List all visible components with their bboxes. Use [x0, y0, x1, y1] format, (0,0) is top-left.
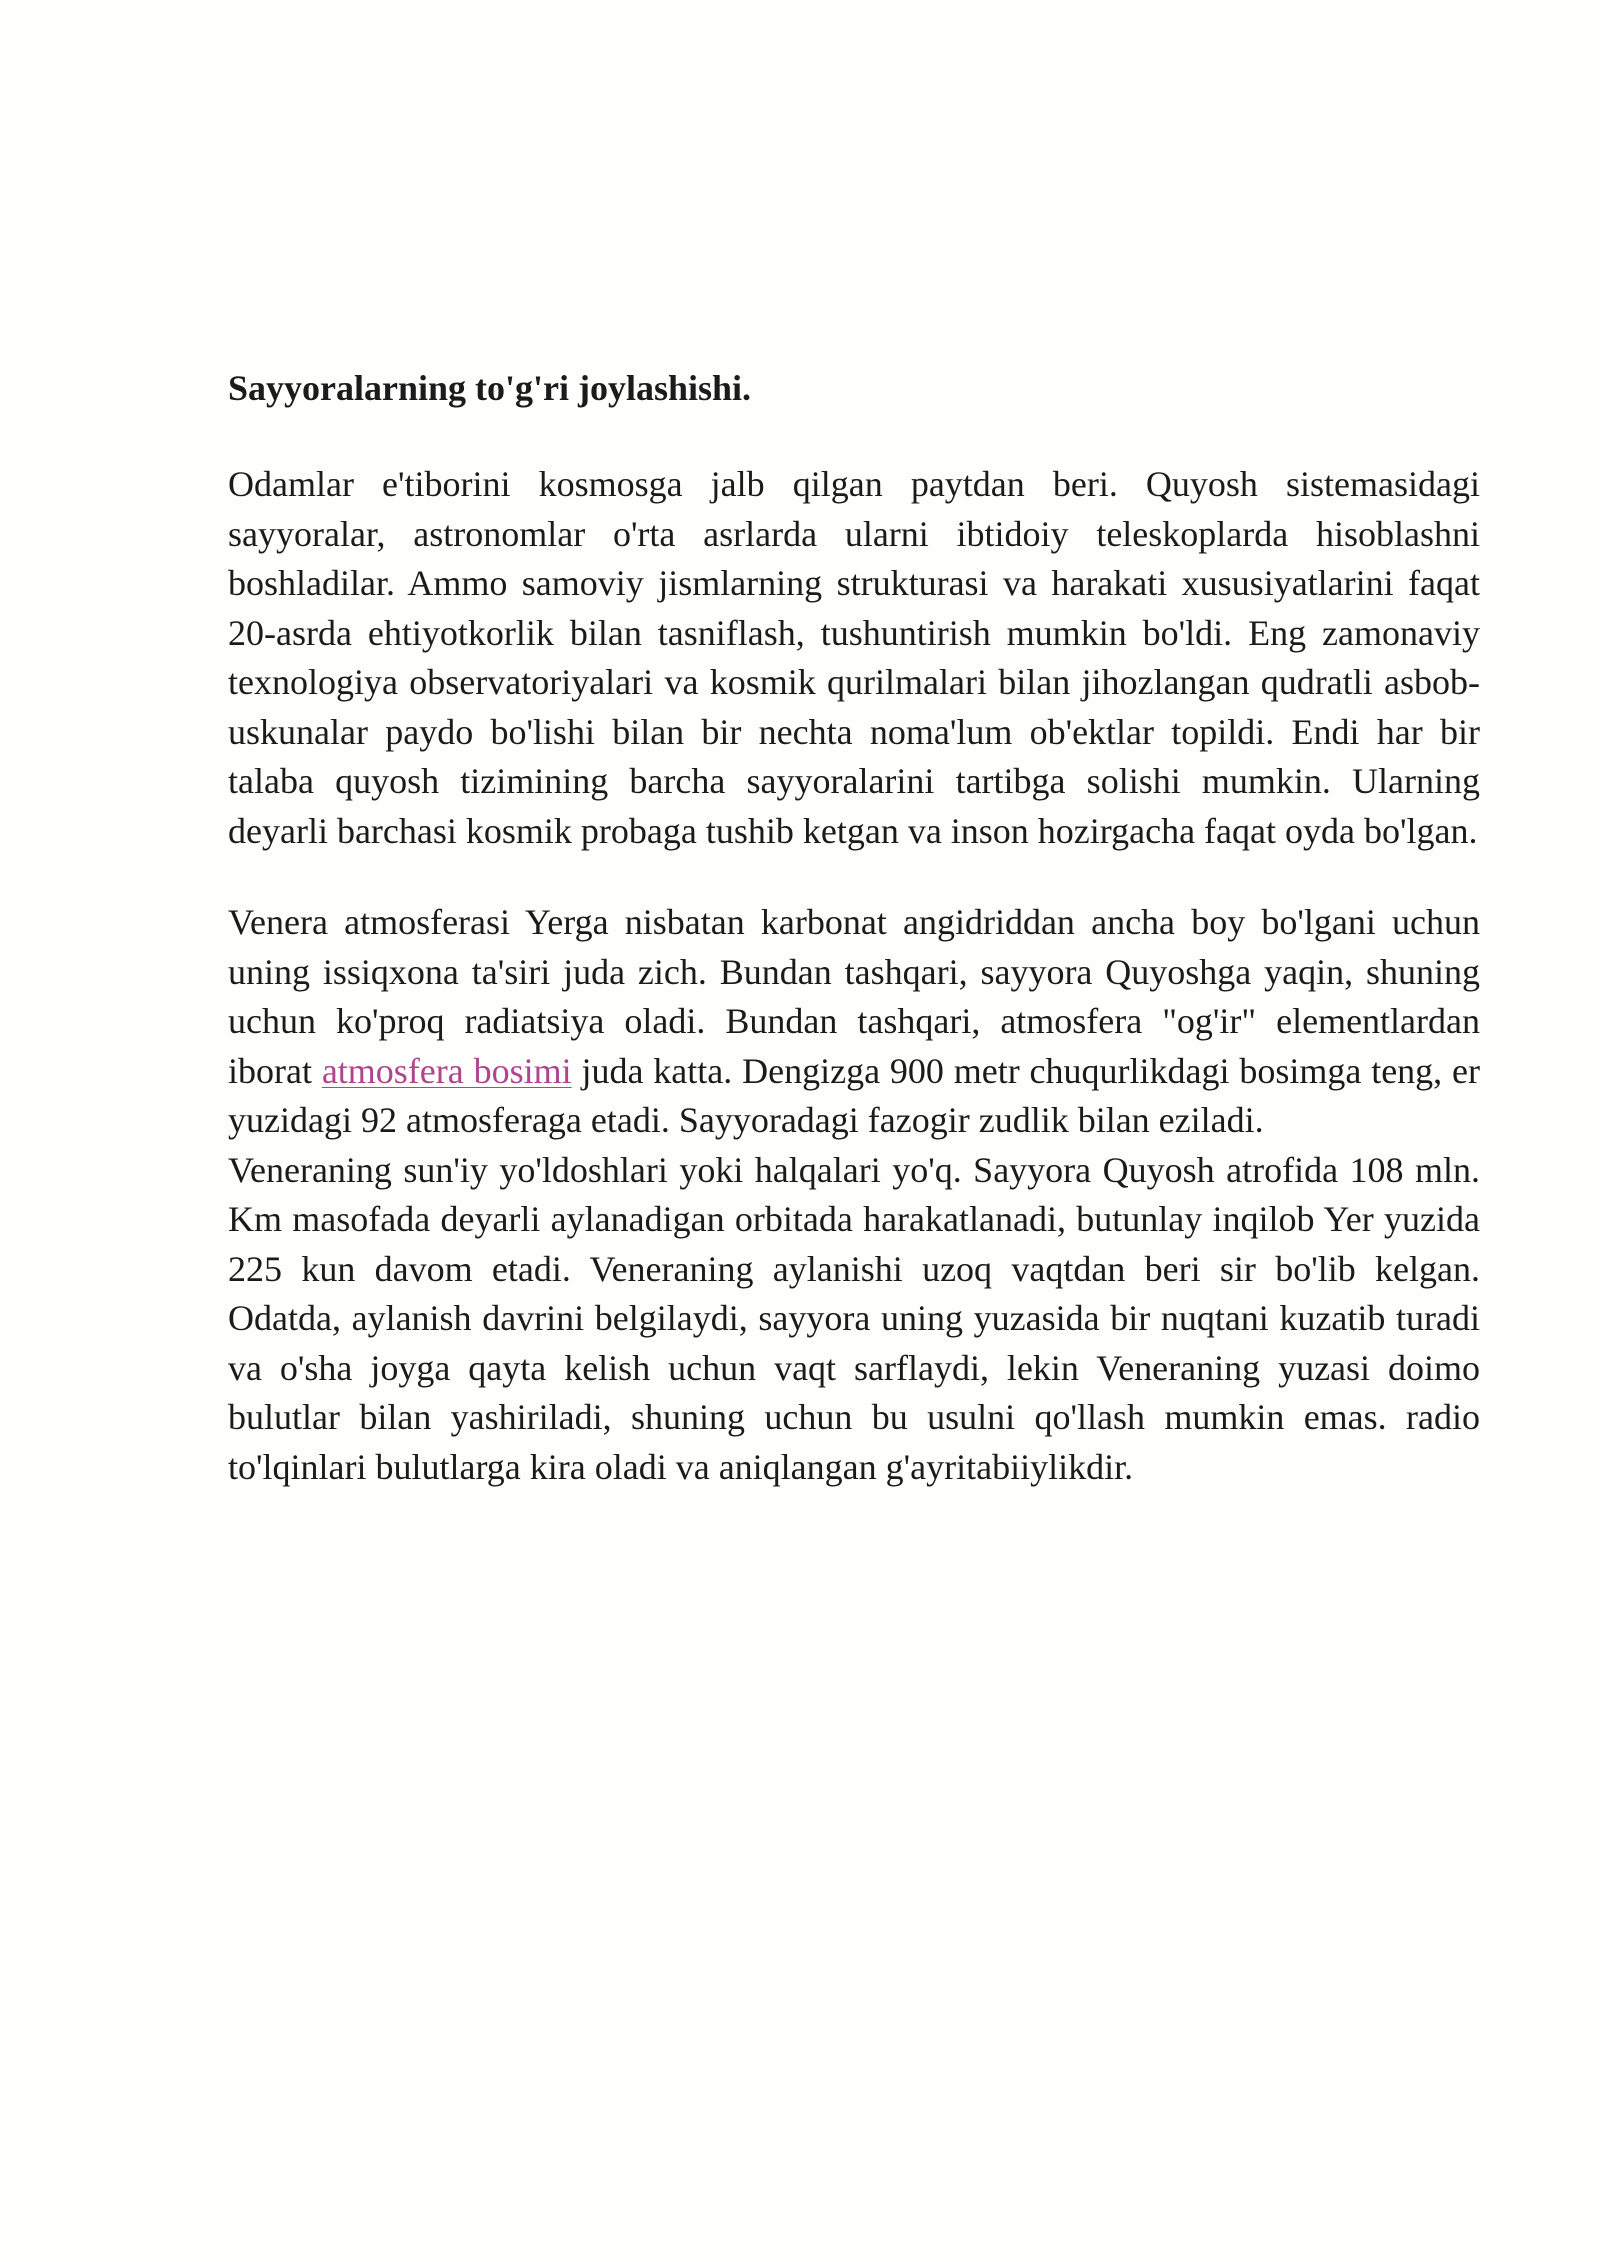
- document-title: Sayyoralarning to'g'ri joylashishi.: [228, 368, 752, 408]
- document-body: [228, 358, 1480, 1492]
- paragraph-text-after-link: juda katta. Dengizga 900 metr chuqurlikdagi bosimga teng, er yuzidagi 92 atmosferaga etadi. Sayyoradagi fazogir zudlik bilan eziladi.: [228, 1050, 1480, 1140]
- paragraph-introduction: Odamlar e'tiborini kosmosga jalb qilgan paytdan beri. Quyosh sistemasidagi sayyoralar, astronomlar o'rta asrlarda ularni ibtidoiy teleskoplarda hisoblashni boshladilar. Ammo samoviy jismlarning strukturasi va harakati xususiyatlarini faqat 20-asrda ehtiyotkorlik bilan tasniflash, tushuntirish mumkin bo'ldi. Eng zamonaviy texnologiya observatoriyalari va kosmik qurilmalari bilan jihozlangan qudratli asbob-uskunalar paydo bo'lishi bilan bir nechta noma'lum ob'ektlar topildi. Endi har bir talaba quyosh tizimining barcha sayyoralarini tartibga solishi mumkin. Ularning deyarli barchasi kosmik probaga tushib ketgan va inson hozirgacha faqat oyda bo'lgan.: [228, 464, 1480, 851]
- paragraph-venera-orbit: Veneraning sun'iy yo'ldoshlari yoki halqalari yo'q. Sayyora Quyosh atrofida 108 mln. Km masofada deyarli aylanadigan orbitada harakatlanadi, butunlay inqilob Yer yuzida 225 kun davom etadi. Veneraning aylanishi uzoq vaqtdan beri sir bo'lib kelgan. Odatda, aylanish davrini belgilaydi, sayyora uning yuzasida bir nuqtani kuzatib turadi va o'sha joyga qayta kelish uchun vaqt sarflaydi, lekin Veneraning yuzasi doimo bulutlar bilan yashiriladi, shuning uchun bu usulni qo'llash mumkin emas. radio to'lqinlari bulutlarga kira oladi va aniqlangan g'ayritabiiylikdir.: [228, 1149, 1480, 1487]
- paragraph-venera-atmosphere: [228, 898, 1480, 1146]
- atmosfera-bosimi-link[interactable]: atmosfera bosimi: [321, 1050, 572, 1091]
- paragraph-text-before-link: Venera atmosferasi Yerga nisbatan karbonat angidriddan ancha boy bo'lgani uchun uning issiqxona ta'siri juda zich. Bundan tashqari, sayyora Quyoshga yaqin, shuning uchun ko'proq radiatsiya oladi. Bundan tashqari, atmosfera "og'ir" elementlardan iborat: [228, 902, 1480, 1091]
